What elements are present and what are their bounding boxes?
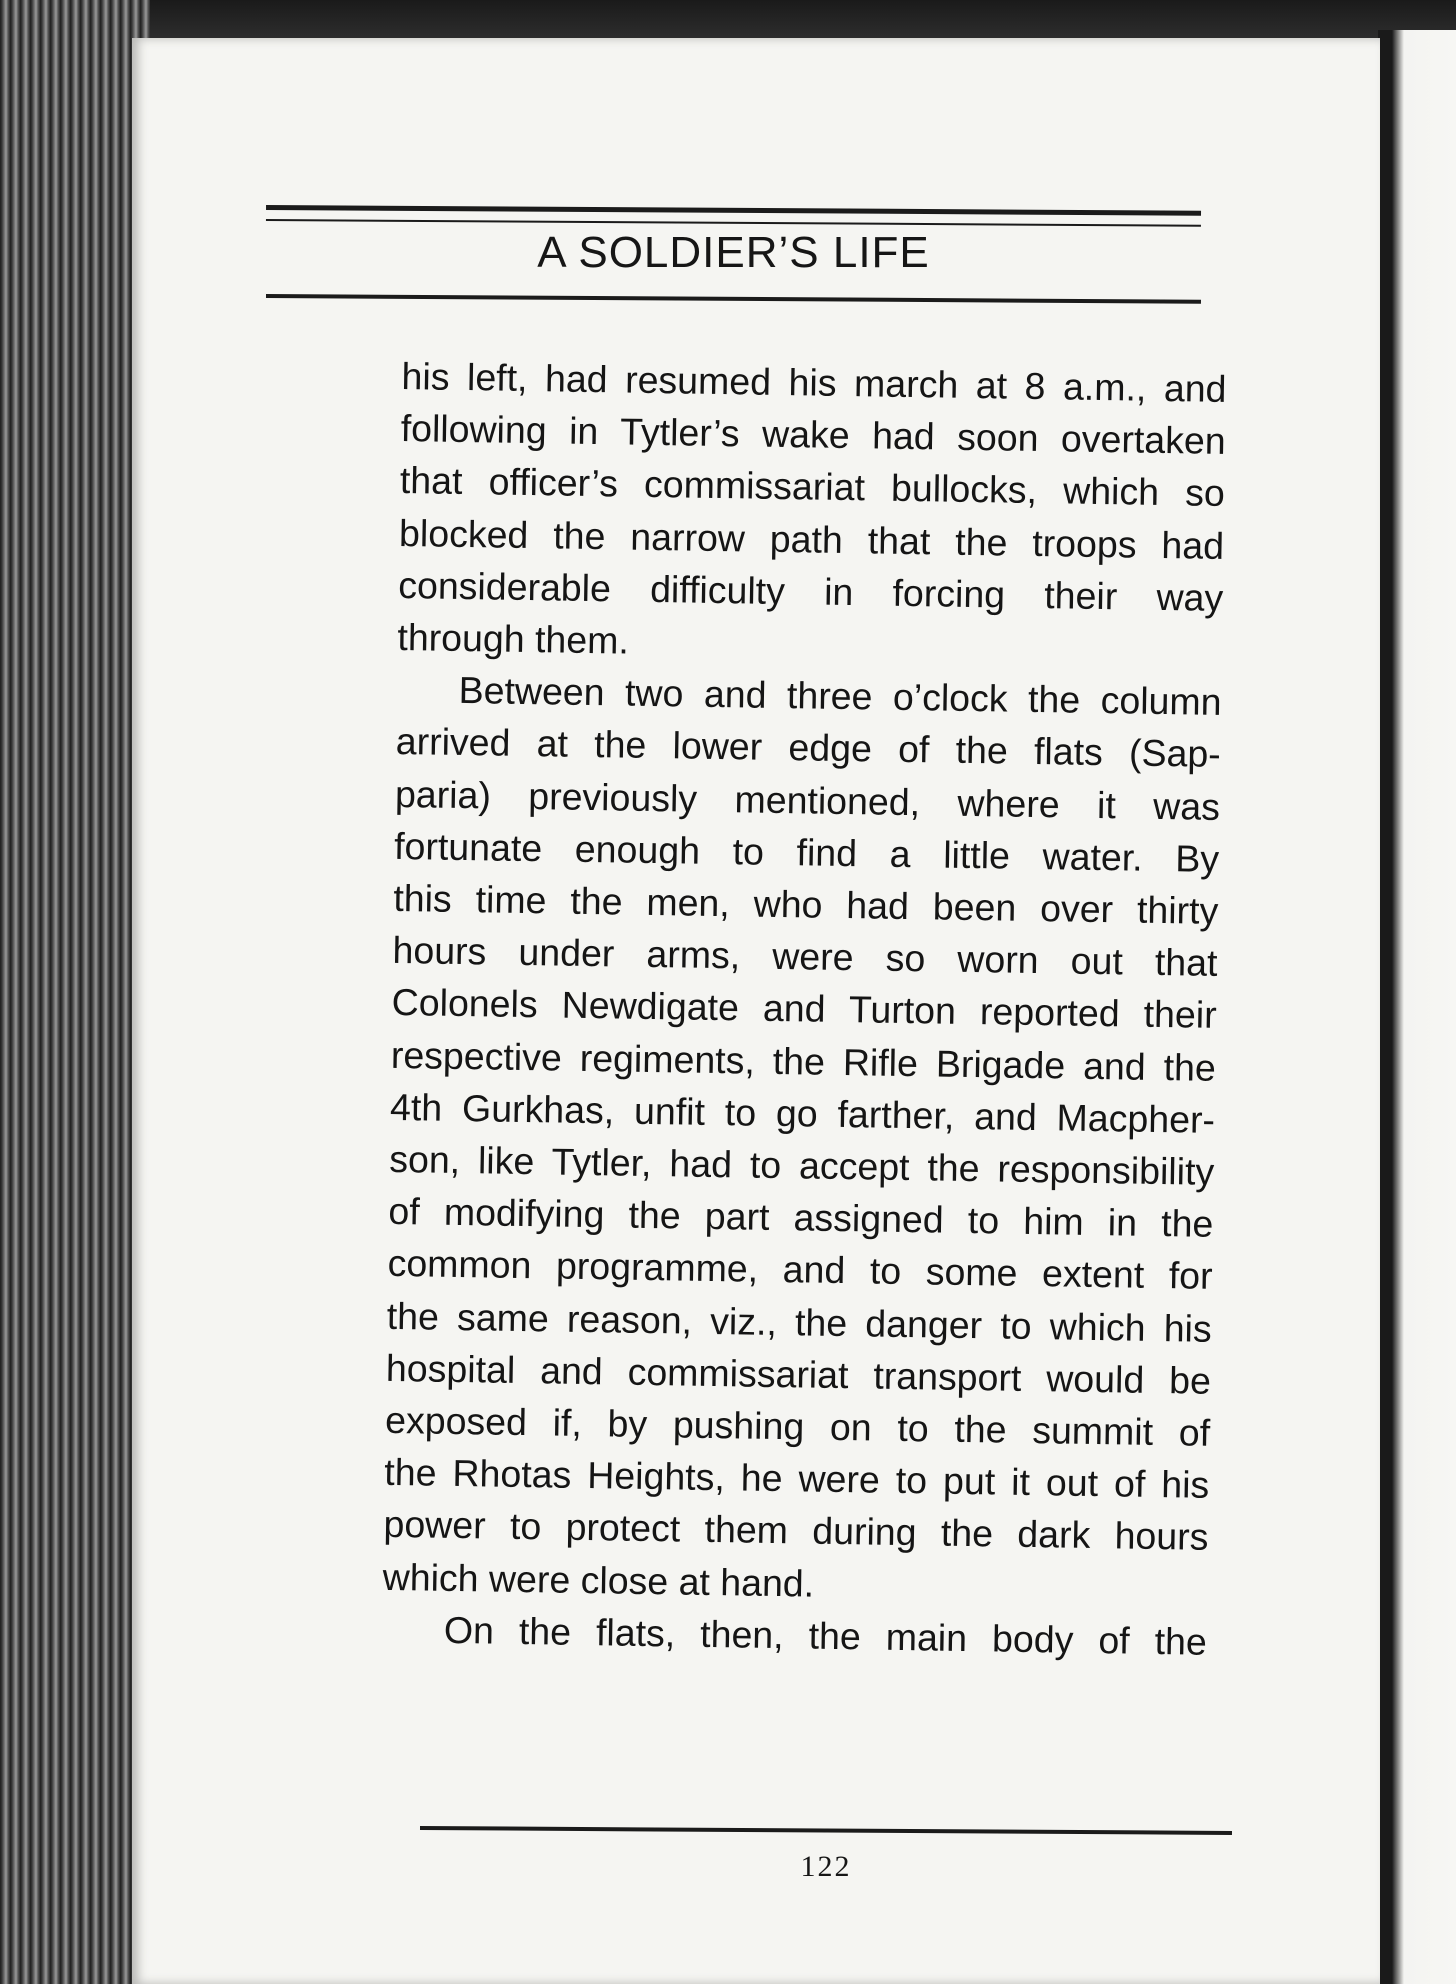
text-line: exposed if, by pushing on to the summit of xyxy=(384,1398,1211,1454)
text-line: 4th Gurkhas, unfit to go farther, and Macpher- xyxy=(389,1085,1216,1141)
text-line: that officer’s commissariat bullocks, which so xyxy=(399,459,1226,515)
text-line: hospital and commissariat transport would be xyxy=(385,1346,1212,1402)
body-text xyxy=(382,350,1227,1668)
text-line: On the flats, then, the main body of the xyxy=(443,1608,1208,1663)
text-line: this time the men, who had been over thirty xyxy=(393,876,1219,932)
text-line: which were close at hand. xyxy=(382,1555,815,1605)
book-top-edge xyxy=(0,0,1456,40)
text-line: fortunate enough to find a little water. By xyxy=(393,824,1220,880)
text-line: common programme, and to some extent for xyxy=(387,1242,1213,1298)
text-line: arrived at the lower edge of the flats (Sap- xyxy=(395,720,1222,776)
text-line: following in Tytler’s wake had soon overtaken xyxy=(400,407,1226,463)
page-number: 122 xyxy=(800,1850,852,1883)
text-line: his left, had resumed his march at 8 a.m., and xyxy=(401,354,1227,410)
text-line: blocked the narrow path that the troops had xyxy=(398,511,1225,567)
text-line: power to protect them during the dark hours xyxy=(383,1503,1209,1559)
text-line: Between two and three o’clock the column xyxy=(458,669,1222,724)
text-line: of modifying the part assigned to him in the xyxy=(388,1190,1214,1246)
facing-page xyxy=(1378,30,1456,1984)
book-page-edges xyxy=(0,0,150,1984)
running-head: A SOLDIER’S LIFE xyxy=(537,228,930,277)
text-line: Colonels Newdigate and Turton reported their xyxy=(391,981,1217,1037)
text-line: respective regiments, the Rifle Brigade and the xyxy=(390,1033,1217,1089)
text-line: paria) previously mentioned, where it was xyxy=(394,772,1221,828)
text-line: hours under arms, were so worn out that xyxy=(392,929,1218,985)
text-line: considerable difficulty in forcing their way xyxy=(397,563,1224,619)
text-line: through them. xyxy=(397,615,630,662)
text-line: the Rhotas Heights, he were to put it out of his xyxy=(384,1451,1210,1507)
text-line: son, like Tytler, had to accept the responsibility xyxy=(388,1137,1215,1193)
text-line: the same reason, viz., the danger to which his xyxy=(386,1294,1213,1350)
